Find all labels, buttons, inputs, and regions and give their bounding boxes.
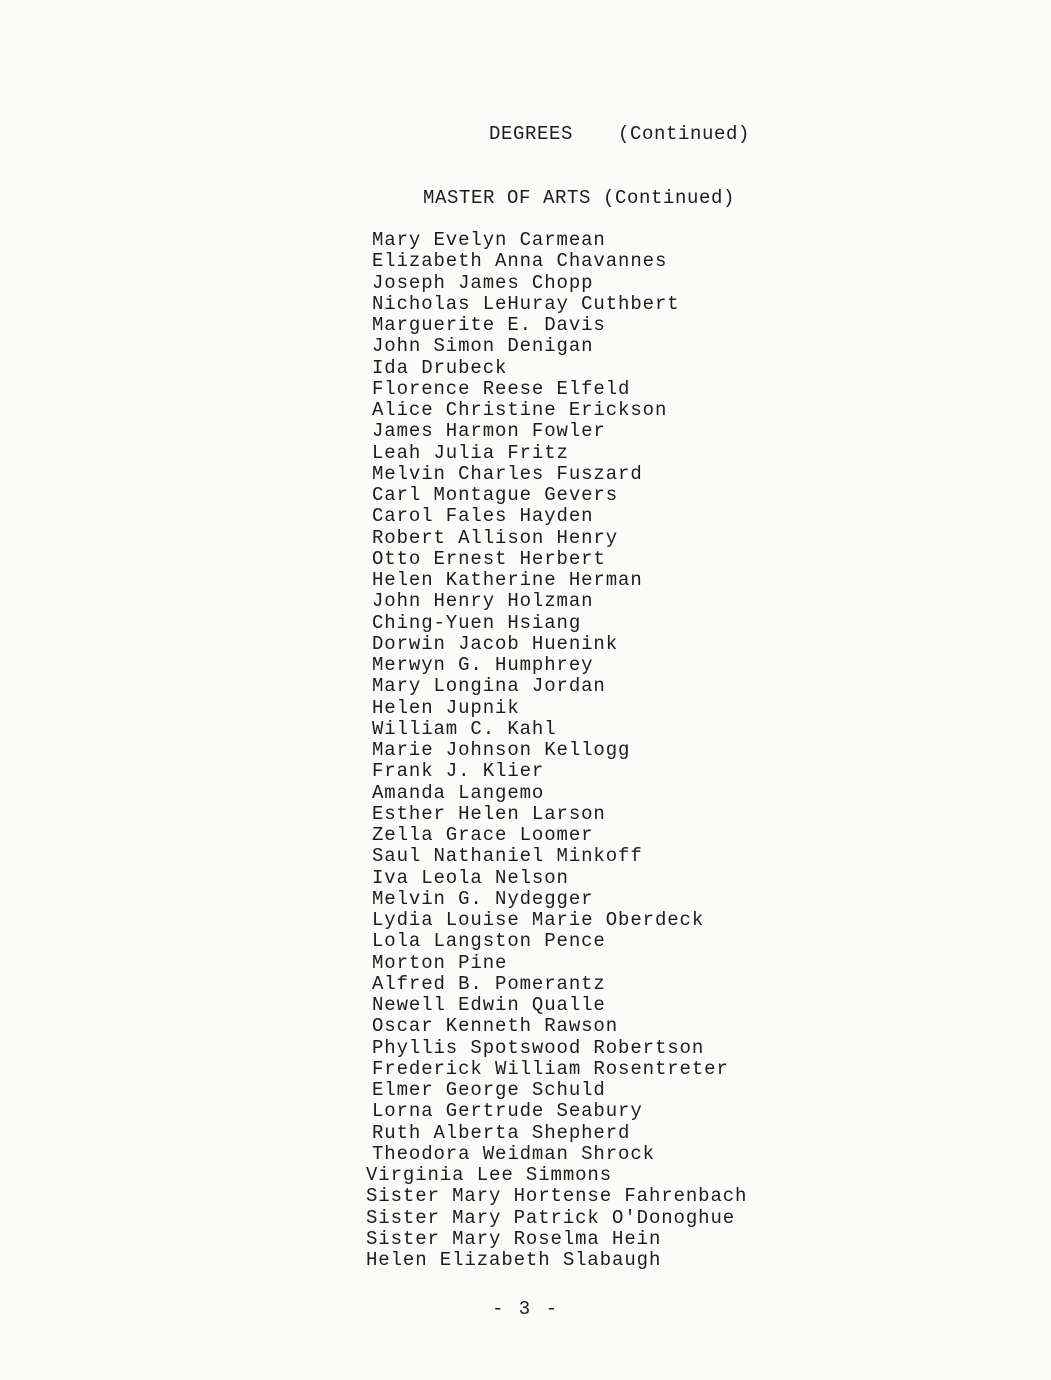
list-item: Florence Reese Elfeld <box>372 377 631 400</box>
list-item: Newell Edwin Qualle <box>372 994 606 1016</box>
list-item: Oscar Kenneth Rawson <box>372 1015 619 1038</box>
list-item: Saul Nathaniel Minkoff <box>372 845 643 868</box>
list-item: Lydia Louise Marie Oberdeck <box>372 909 705 931</box>
list-item: Elizabeth Anna Chavannes <box>372 250 668 273</box>
list-item: Sister Mary Patrick O'Donoghue <box>366 1206 736 1229</box>
list-item: Phyllis Spotswood Robertson <box>372 1036 705 1059</box>
list-item: Ruth Alberta Shepherd <box>372 1121 631 1144</box>
list-item: Amanda Langemo <box>372 781 545 804</box>
page-title: DEGREES <box>489 123 574 145</box>
list-item: Theodora Weidman Shrock <box>372 1142 655 1165</box>
list-item: Leah Julia Fritz <box>372 441 569 464</box>
list-item: Elmer George Schuld <box>372 1079 606 1101</box>
list-item: Marguerite E. Davis <box>372 314 606 336</box>
list-item: Carol Fales Hayden <box>372 505 594 528</box>
list-item: Marie Johnson Kellogg <box>372 739 631 761</box>
page-title-note: (Continued) <box>618 123 751 145</box>
list-item: John Henry Holzman <box>372 590 594 613</box>
list-item: Alice Christine Erickson <box>372 399 668 421</box>
list-item: Iva Leola Nelson <box>372 866 569 889</box>
list-item: Mary Evelyn Carmean <box>372 229 606 251</box>
list-item: Frank J. Klier <box>372 760 545 783</box>
list-item: Joseph James Chopp <box>372 271 594 294</box>
list-item: Sister Mary Hortense Fahrenbach <box>366 1185 748 1208</box>
list-item: James Harmon Fowler <box>372 420 606 443</box>
list-item: Virginia Lee Simmons <box>366 1164 613 1186</box>
graduate-name-list <box>366 229 748 1271</box>
list-item: Helen Jupnik <box>372 696 520 719</box>
list-item: Esther Helen Larson <box>372 802 606 825</box>
list-item: Ida Drubeck <box>372 356 508 379</box>
list-item: Frederick William Rosentreter <box>372 1057 729 1080</box>
list-item: Morton Pine <box>372 951 508 974</box>
list-item: Mary Longina Jordan <box>372 675 606 698</box>
list-item: Helen Katherine Herman <box>372 569 643 591</box>
list-item: Sister Mary Roselma Hein <box>366 1227 662 1250</box>
list-item: Lorna Gertrude Seabury <box>372 1100 643 1123</box>
list-item: Ching-Yuen Hsiang <box>372 611 582 634</box>
page-number: - 3 - <box>492 1298 560 1320</box>
list-item: Lola Langston Pence <box>372 930 606 953</box>
list-item: William C. Kahl <box>372 717 557 740</box>
list-item: Nicholas LeHuray Cuthbert <box>372 292 680 315</box>
list-item: Alfred B. Pomerantz <box>372 972 606 995</box>
list-item: Helen Elizabeth Slabaugh <box>366 1249 662 1271</box>
list-item: Robert Allison Henry <box>372 526 619 549</box>
list-item: Melvin Charles Fuszard <box>372 462 643 485</box>
list-item: Dorwin Jacob Huenink <box>372 632 619 655</box>
list-item: Carl Montague Gevers <box>372 484 619 506</box>
section-heading: MASTER OF ARTS (Continued) <box>423 187 736 209</box>
list-item: Merwyn G. Humphrey <box>372 654 594 676</box>
list-item: Melvin G. Nydegger <box>372 887 594 910</box>
list-item: Otto Ernest Herbert <box>372 547 606 570</box>
list-item: John Simon Denigan <box>372 335 594 358</box>
list-item: Zella Grace Loomer <box>372 824 594 846</box>
